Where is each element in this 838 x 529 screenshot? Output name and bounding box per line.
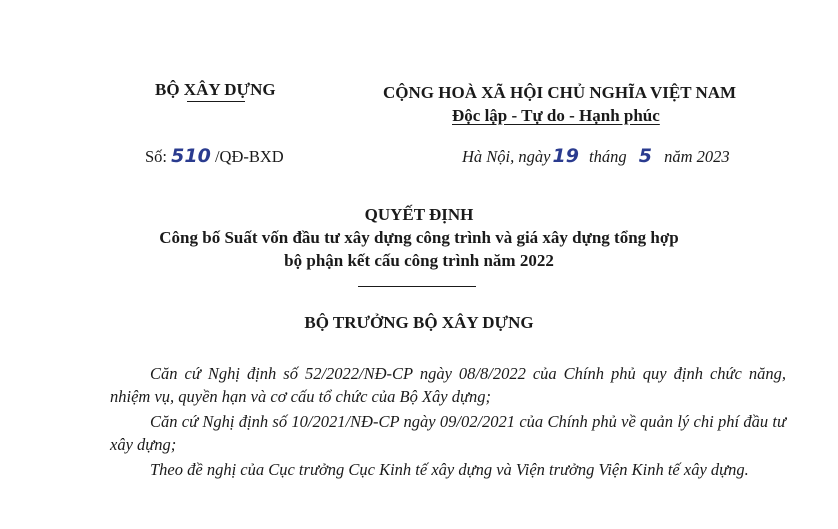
- decision-subject-line-1: Công bố Suất vốn đầu tư xây dựng công trình và giá xây dựng tổng hợp: [159, 228, 679, 247]
- agency-underline: [187, 101, 245, 102]
- month-label: tháng: [589, 147, 627, 166]
- number-suffix: /QĐ-BXD: [214, 147, 284, 166]
- country-name: CỘNG HOÀ XÃ HỘI CHỦ NGHĨA VIỆT NAM: [383, 83, 737, 102]
- legal-basis-paragraph: Căn cứ Nghị định số 10/2021/NĐ-CP ngày 09/02/2021 của Chính phủ về quản lý chi phí đầu tư xây dựng;: [110, 412, 786, 454]
- document-number: [145, 145, 284, 167]
- year-text: năm 2023: [664, 147, 730, 166]
- issuing-authority: BỘ TRƯỞNG BỘ XÂY DỰNG: [304, 313, 534, 332]
- title-divider: [358, 286, 476, 287]
- place-date: [462, 145, 730, 167]
- number-handwritten: 510: [171, 145, 211, 167]
- day-handwritten: 19: [552, 145, 579, 167]
- number-prefix: Số:: [145, 147, 168, 166]
- decision-heading: QUYẾT ĐỊNH: [364, 205, 474, 224]
- place-date-prefix: Hà Nội, ngày: [462, 147, 551, 166]
- proposal-paragraph: Theo đề nghị của Cục trưởng Cục Kinh tế xây dựng và Viện trưởng Viện Kinh tế xây dựng.: [150, 460, 749, 479]
- legal-basis-paragraph: Căn cứ Nghị định số 52/2022/NĐ-CP ngày 08/8/2022 của Chính phủ quy định chức năng, nhiệm vụ, quyền hạn và cơ cấu tổ chức của Bộ Xây dựng;: [110, 364, 786, 406]
- national-motto: Độc lập - Tự do - Hạnh phúc: [452, 106, 660, 125]
- agency-name: BỘ XÂY DỰNG: [155, 80, 276, 99]
- decision-subject-line-2: bộ phận kết cấu công trình năm 2022: [284, 251, 554, 270]
- month-handwritten: 5: [638, 145, 652, 167]
